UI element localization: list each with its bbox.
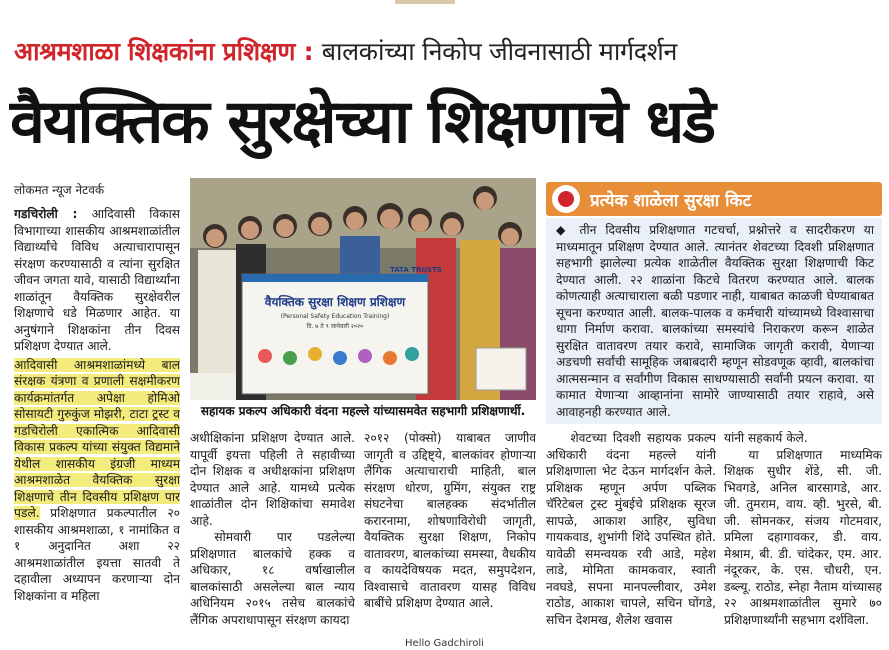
- col2-para-2: सोमवारी पार पडलेल्या प्रशिक्षणात बालकांचे हक्क व अधिकार, १८ वर्षाखालील बालकांसाठी असलेल्या बाल न्याय अधिनियम २०१५ तसेच बालकांचे लैंगिक अपराधापासून संरक्षण कायदा: [190, 530, 355, 627]
- article-column-3: [364, 430, 536, 642]
- kicker: [14, 34, 677, 68]
- kicker-black: बालकांच्या निकोप जीवनासाठी मार्गदर्शन: [321, 37, 678, 66]
- alert-circle-icon: [552, 185, 580, 213]
- footer-source: Hello Gadchiroli: [405, 638, 484, 649]
- para-continued: प्रशिक्षणात प्रकल्पातील २० शासकीय आश्रमशाळा, १ नामांकित व १ अनुदानित अशा २२ आश्रमशाळांतील इयत्ता सातवी ते दहावीला अध्यापन करणाऱ्या दोन शिक्षकांना व महिला: [14, 506, 180, 603]
- sidebar-box-title: प्रत्येक शाळेला सुरक्षा किट: [590, 191, 752, 211]
- col5-para-2: या प्रशिक्षणात माध्यमिक शिक्षक सुधीर शेंडे, सी. जी. भिवगडे, अनिल बारसागडे, आर. जी. तुमराम, वाय. व्ही. भुरसे, बी. जी. सोमनकर, संजय गोटमवार, प्रमिला दहागावकर, डी. वाय. मेश्राम, बी. डी. चांदेकर, एम. आर. नंदूरकर, के. एस. चौधरी, एन. डब्ल्यू. राठोड, स्नेहा नैताम यांच्यासह २२ आश्रमशाळांतील सुमारे ७० प्रशिक्षणार्थ्यांनी सहभाग दर्शविला.: [724, 447, 882, 627]
- banner-subtitle: (Personal Safety Education Training): [280, 313, 390, 320]
- dateline: गडचिरोली :: [14, 207, 78, 221]
- col2-para-1: अधीक्षिकांना प्रशिक्षण देण्यात आले. यापूर्वी इयत्ता पहिली ते सहावीच्या दोन शिक्षक व अधीक्षकांना प्रशिक्षण देण्यात आले आहे. यामध्ये प्रत्येक शाळांतील दोन शिक्षिकांचा समावेश आहे.: [190, 431, 355, 528]
- headline: वैयक्तिक सुरक्षेच्या शिक्षणाचे धडे: [10, 87, 714, 157]
- diamond-bullet-icon: ◆: [556, 223, 571, 237]
- group-photo-image: [190, 178, 536, 400]
- training-photo: [190, 178, 536, 400]
- sidebar-box-body: [546, 218, 882, 424]
- para-intro: आदिवासी विकास विभागाच्या शासकीय आश्रमशाळांतील विद्यार्थ्यांचे विविध अत्याचारापासून संरक्षण करण्यासाठी व त्यांना सुरक्षित जीवन जगता यावे, यासाठी विद्यार्थ्यांना शाळांतून वैयक्तिक सुरक्षेवरील शिक्षणाचे धडे मिळणार आहेत. या अनुषंगाने शिक्षकांना तीन दिवस प्रशिक्षण देण्यात आले.: [14, 207, 180, 353]
- col3-para: २०१२ (पोक्सो) याबाबत जाणीव जागृती व उद्दिष्ट्ये, बालकांवर होणाऱ्या लैंगिक अत्याचाराची माहिती, बाल संरक्षण धोरण, ग्रुमिंग, संयुक्त राष्ट्र संघटनेचा बालहक्क संदर्भातील करारनामा, शोषणाविरोधी जागृती, वैयक्तिक सुरक्षा शिक्षण, निकोप वातावरण, बालकांच्या समस्या, वैधकीय व कायदेविषयक मदत, समुपदेशन, विश्वासाचे वातावरण यासह विविध बाबींचे प्रशिक्षण देण्यात आले.: [364, 431, 536, 610]
- page-tab-marker: [395, 0, 455, 4]
- sidebar-box-header: [546, 182, 882, 216]
- col4-para: शेवटच्या दिवशी सहायक प्रकल्प अधिकारी वंदना महल्ले यांनी प्रशिक्षणाला भेट देऊन मार्गदर्शन केले. प्रशिक्षक म्हणून अर्पण पब्लिक चॅरिटेबल ट्रस्ट मुंबईचे प्रशिक्षक सूरज सापळे, आकाश आहिर, सुविधा गायकवाड, शुभांगी शिंदे उपस्थित होते. यावेळी समन्वयक रवी आडे, महेश लाडे, मोमिता कामकवार, स्वाती नवघडे, सपना मानपल्लीवार, उमेश राठोड, आकाश चापले, सचिन घोंगडे, सचिन देशमख, शैलेश खवास: [546, 431, 716, 627]
- news-credit: लोकमत न्यूज नेटवर्क: [14, 183, 105, 197]
- banner-brand: TATA TRUSTS: [390, 266, 442, 274]
- photo-caption: सहायक प्रकल्प अधिकारी वंदना महल्ले यांच्यासमवेत सहभागी प्रशिक्षणार्थी.: [200, 404, 526, 418]
- highlighted-para: आदिवासी आश्रमशाळांमध्ये बाल संरक्षक यंत्रणा व प्रणाली सक्षमीकरण कार्यक्रमांतर्गत अपेक्षा होमिओ सोसायटी गुरुकुंज मोझरी, टाटा ट्रस्ट व गडचिरोली एकात्मिक आदिवासी विकास प्रकल्प यांच्या संयुक्त विद्यमाने येथील शासकीय इंग्रजी माध्यम आश्रमशाळेत वैयक्तिक सुरक्षा शिक्षणाचे तीन दिवसीय प्रशिक्षण पार पडले.: [14, 357, 180, 520]
- col5-para-1: यांनी सहकार्य केले.: [724, 431, 808, 445]
- article-column-4: [546, 430, 716, 642]
- banner-title: वैयक्तिक सुरक्षा शिक्षण प्रशिक्षण: [264, 295, 406, 309]
- article-column-1: [14, 206, 180, 642]
- article-column-2: [190, 430, 355, 642]
- banner-dates: दि. ७ ते ९ जानेवारी २०२०: [306, 323, 364, 330]
- sidebar-box-text: तीन दिवसीय प्रशिक्षणात गटचर्चा, प्रश्नोत्तरे व सादरीकरण या माध्यमातून प्रशिक्षण देण्यात आले. त्यानंतर शेवटच्या दिवशी प्रशिक्षणात सहभागी झालेल्या प्रत्येक शाळेतील वैयक्तिक सुरक्षा शिक्षणाची किट देण्यात आली. २२ शाळांना किटचे वितरण करण्यात आले. बालक कोणत्याही अत्याचाराला बळी पडणार नाही, याबाबत काळजी घेण्याबाबत सूचना करण्यात आली. बालक-पालक व कर्मचारी यांच्यामध्ये विश्वासाचा धागा निर्माण करावा. बालकांच्या समस्यांचे निराकरण करून शाळेत सुरक्षित वातावरण तयार करावे, सामाजिक जागृती करावी, येणाऱ्या अडचणी सर्वांची सामूहिक जबाबदारी म्हणून सोडवणूक व्हावी, बालकांचा आत्मसन्मान व सर्वांगीण विकास साधण्यासाठी सर्वांनी प्रयत्न करावा. या कामात येणाऱ्या आव्हानांना सामोरे जाण्यासाठी तयार राहावे, असे आवाहनही करण्यात आले.: [556, 223, 875, 419]
- article-column-5: [724, 430, 882, 642]
- kicker-red: आश्रमशाळा शिक्षकांना प्रशिक्षण :: [14, 37, 314, 66]
